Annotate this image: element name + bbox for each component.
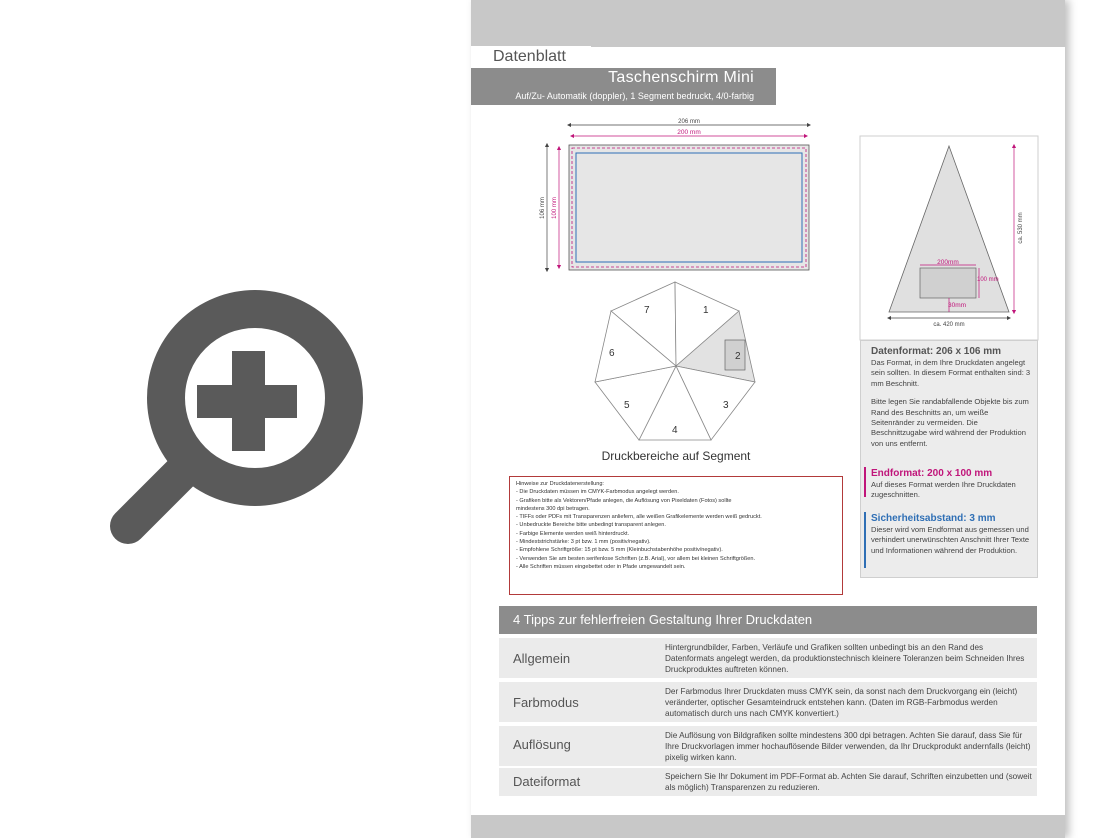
tip-row-farbmodus [499, 682, 1037, 722]
hint-item: mindestens 300 dpi betragen. [516, 505, 590, 512]
sicherheit-marker [864, 512, 866, 568]
print-hints-box [509, 476, 843, 595]
hint-item: - TIFFs oder PDFs mit Transparenzen anliefern, alle weißen Grafikelemente werden weiß gedruckt. [516, 514, 762, 521]
segment-label-6: 6 [609, 348, 615, 359]
tip-label: Farbmodus [513, 695, 579, 710]
endformat-block [871, 467, 1033, 501]
triangle-base-label: ca. 420 mm [933, 322, 965, 328]
sicherheit-text: Dieser wird vom Endformat aus gemessen und verhindert unerwünschten Anschnitt Ihrer Texte und Informationen während der Produktion. [871, 525, 1030, 555]
tip-label: Allgemein [513, 651, 571, 666]
page-subtitle: Auf/Zu- Automatik (doppler), 1 Segment bedruckt, 4/0-farbig [515, 91, 754, 101]
triangle-diagram [860, 136, 1038, 340]
format-diagram [547, 125, 809, 270]
inner-width-label: 200 mm [677, 129, 701, 136]
hint-item: - Grafiken bitte als Vektoren/Pfade anlegen, die Auflösung von Pixeldaten (Fotos) sollte [516, 497, 732, 504]
segment-diagram [595, 282, 755, 440]
tip-text: Die Auflösung von Bildgrafiken sollte mindestens 300 dpi betragen. Achten Sie darauf, dass Sie für Ihre Druckvorlagen immer hochauflösende Bilder verwenden, da Ihr Druckprodukt andernfalls (leicht) pixelig wirken kann. [665, 731, 1031, 762]
hint-item: - Unbedruckte Bereiche bitte unbedingt transparent anlegen. [516, 522, 666, 529]
endformat-title: Endformat: 200 x 100 mm [871, 468, 993, 479]
datenformat-block [871, 345, 1033, 449]
tip-row-aufloesung [499, 726, 1037, 766]
segment-caption: Druckbereiche auf Segment [601, 449, 751, 463]
print-area-height-label: 100 mm [977, 277, 999, 283]
tip-text: Der Farbmodus Ihrer Druckdaten muss CMYK sein, da sonst nach dem Druckvorgang ein (leicht) veränderter, optischer Gesamteindruck entstehen kann. (Daten im RGB-Farbmodus werden automatisch durch uns nach CMYK konvertiert.) [665, 687, 1018, 718]
segment-label-1: 1 [703, 305, 709, 316]
page-bottom-band [471, 815, 1065, 838]
datenformat-text: Das Format, in dem Ihre Druckdaten angelegt sein sollten. In diesem Format enthalten sind: 3 mm Beschnitt. [871, 358, 1031, 388]
hint-item: - Mindeststrichstärke: 3 pt bzw. 1 mm (positiv/negativ). [516, 539, 651, 546]
page-title: Taschenschirm Mini [608, 69, 754, 86]
zoom-in-button[interactable] [108, 268, 368, 558]
outer-height-label: 106 mm [540, 197, 546, 219]
format-info-panel [860, 340, 1038, 578]
hints-list [516, 488, 836, 571]
tip-label: Dateiformat [513, 774, 581, 789]
print-area-width-label: 200mm [937, 259, 959, 266]
datasheet-tab: Datenblatt [471, 46, 591, 68]
sicherheit-block [871, 512, 1033, 556]
tip-label: Auflösung [513, 737, 571, 752]
datasheet-page [471, 0, 1065, 838]
tip-text: Speichern Sie Ihr Dokument im PDF-Format ab. Achten Sie darauf, Schriften einzubetten und (soweit als möglich) Transparenzen zu reduzieren. [665, 772, 1032, 792]
zoom-in-plus-icon [108, 268, 368, 558]
hint-item: - Alle Schriften müssen eingebettet oder in Pfade umgewandelt sein. [516, 563, 686, 570]
endformat-marker [864, 467, 866, 497]
hints-title: Hinweise zur Druckdatenerstellung: [516, 481, 604, 487]
segment-label-2: 2 [735, 351, 741, 362]
tip-row-dateiformat [499, 768, 1037, 796]
segment-label-7: 7 [644, 305, 650, 316]
hint-item: - Verwenden Sie am besten serifenlose Schriften (z.B. Arial), vor allem bei kleinen Schriftgrößen. [516, 555, 756, 562]
segment-label-4: 4 [672, 425, 678, 436]
hint-item: - Die Druckdaten müssen im CMYK-Farbmodus angelegt werden. [516, 489, 679, 496]
datenformat-title: Datenformat: 206 x 106 mm [871, 346, 1002, 357]
outer-width-label: 206 mm [678, 119, 700, 125]
print-area-offset-label: 30mm [948, 302, 967, 309]
tips-header: 4 Tipps zur fehlerfreien Gestaltung Ihrer Druckdaten [499, 606, 1037, 634]
segment-label-5: 5 [624, 400, 630, 411]
tip-row-allgemein [499, 638, 1037, 678]
sicherheit-title: Sicherheitsabstand: 3 mm [871, 513, 996, 524]
datenformat-text-2: Bitte legen Sie randabfallende Objekte bis zum Rand des Beschnitts an, um weiße Seitenränder zu vermeiden. Die Beschnittzugabe wird während der Produktion von uns entfernt. [871, 397, 1029, 448]
triangle-height-label: ca. 530 mm [1018, 212, 1024, 244]
segment-label-3: 3 [723, 400, 729, 411]
hint-item: - Empfohlene Schriftgröße: 15 pt bzw. 5 mm (Kleinbuchstabenhöhe positiv/negativ). [516, 547, 723, 554]
inner-height-label: 100 mm [552, 197, 558, 219]
tip-text: Hintergrundbilder, Farben, Verläufe und Grafiken sollten unbedingt bis an den Rand des Datenformats angelegt werden, da produktionstechnisch kleinere Toleranzen beim Schneiden Ihres Druckproduktes auftreten können. [665, 643, 1025, 674]
endformat-text: Auf dieses Format werden Ihre Druckdaten zugeschnitten. [871, 480, 1016, 500]
hint-item: - Farbige Elemente werden weiß hinterdruckt. [516, 530, 630, 537]
